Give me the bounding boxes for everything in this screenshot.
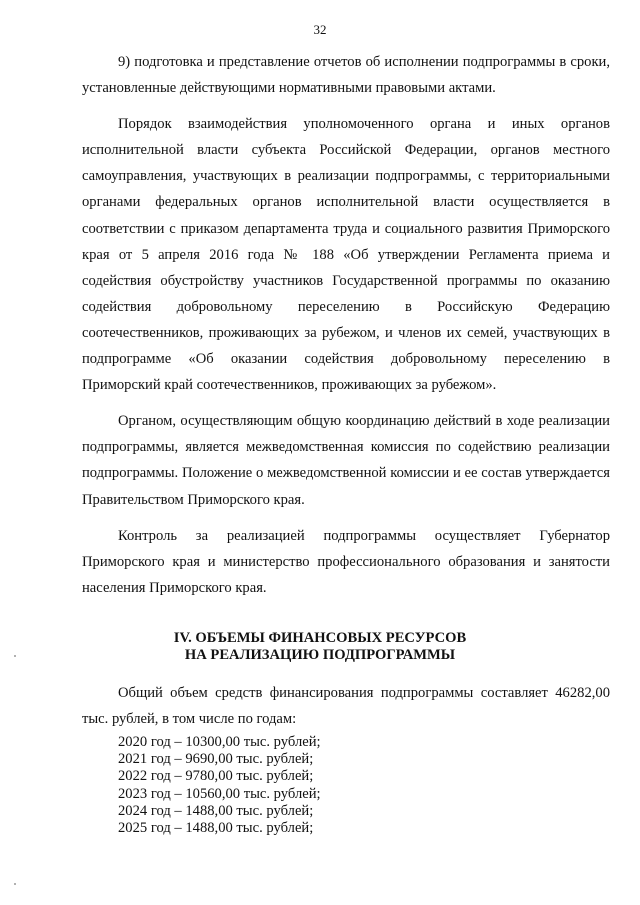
section-heading-line-2: НА РЕАЛИЗАЦИЮ ПОДПРОГРАММЫ xyxy=(184,647,456,663)
list-item: 2023 год – 10560,00 тыс. рублей; xyxy=(118,785,321,802)
list-item: 2024 год – 1488,00 тыс. рублей; xyxy=(118,802,314,819)
document-body xyxy=(82,49,610,601)
scan-margin-mark xyxy=(14,655,16,657)
section-heading-line-1: IV. ОБЪЕМЫ ФИНАНСОВЫХ РЕСУРСОВ xyxy=(173,630,467,646)
scan-margin-mark xyxy=(14,883,16,885)
list-item: 2021 год – 9690,00 тыс. рублей; xyxy=(118,751,314,768)
page-number: 32 xyxy=(313,22,327,37)
paragraph-reports: 9) подготовка и представление отчетов об исполнении подпрограммы в сроки, установленные действующими нормативными правовыми актами. xyxy=(82,54,610,97)
list-item: 2025 год – 1488,00 тыс. рублей; xyxy=(118,820,314,837)
list-item: 2022 год – 9780,00 тыс. рублей; xyxy=(118,768,314,785)
section-heading xyxy=(0,630,640,664)
finance-intro xyxy=(82,680,610,732)
finance-intro-text: Общий объем средств финансирования подпрограммы составляет 46282,00 тыс. рублей, в том числе по годам: xyxy=(82,685,610,727)
list-item: 2020 год – 10300,00 тыс. рублей; xyxy=(118,734,321,750)
paragraph-control: Контроль за реализацией подпрограммы осуществляет Губернатор Приморского края и министерство профессионального образования и занятости населения Приморского края. xyxy=(82,527,610,596)
paragraph-interaction-order: Порядок взаимодействия уполномоченного органа и иных органов исполнительной власти субъекта Российской Федерации, органов местного самоуправления, участвующих в реализации подпрограммы, с территориальными органами федеральных органов исполнительной власти осуществляется в соответствии с приказом департамента труда и социального развития Приморского края от 5 апреля 2016 года № 188 «Об утверждении Регламента приема и содействия обустройству участников Государственной программы по оказанию содействия добровольному переселению в Российскую Федерацию соотечественников, проживающих за рубежом, и членов их семей, участвующих в подпрограмме «Об оказании содействия добровольному переселению в Приморский край соотечественников, проживающих за рубежом». xyxy=(82,116,610,394)
funding-by-year-list xyxy=(118,734,321,837)
paragraph-coordination-body: Органом, осуществляющим общую координацию действий в ходе реализации подпрограммы, является межведомственная комиссия по содействию реализации подпрограммы. Положение о межведомственной комиссии и ее состав утверждается Правительством Приморского края. xyxy=(82,413,610,508)
